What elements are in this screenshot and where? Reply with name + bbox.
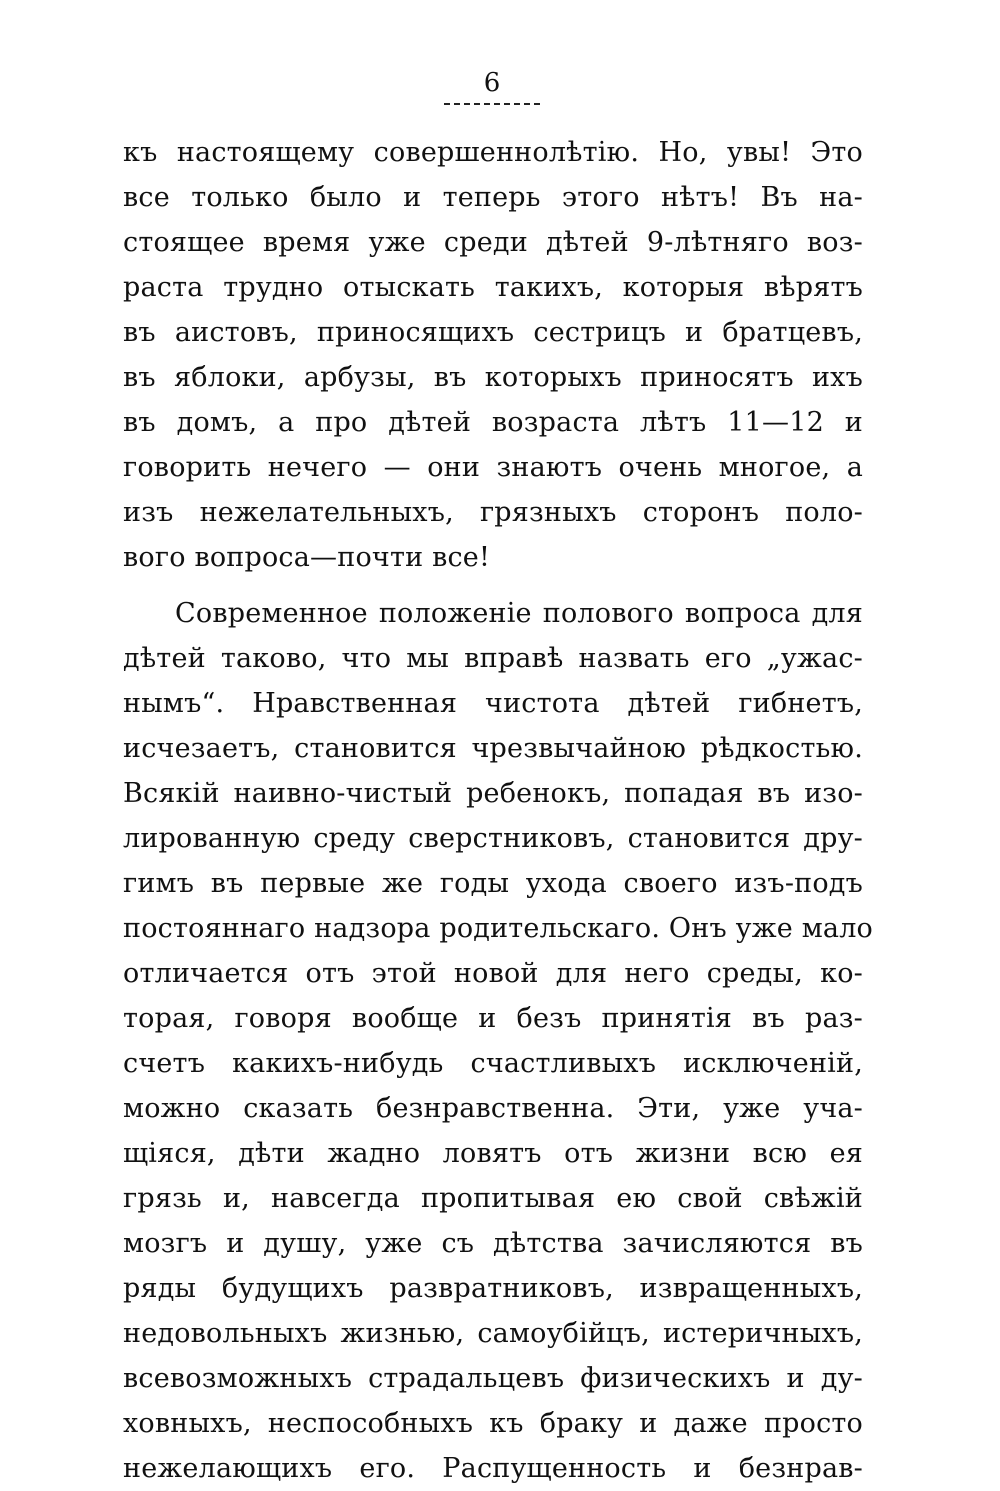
text-line: гимъ въ первые же годы ухода своего изъ-подъ xyxy=(123,868,863,899)
text-line: Всякій наивно-чистый ребенокъ, попадая въ изо- xyxy=(123,778,863,809)
text-line: исчезаетъ, становится чрезвычайною рѣдкостью. xyxy=(123,733,863,764)
text-line: Современное положеніе полового вопроса для xyxy=(175,598,863,629)
text-line: нежелающихъ его. Распущенность и безнрав- xyxy=(123,1453,863,1484)
text-line: щіяся, дѣти жадно ловятъ отъ жизни всю ея xyxy=(123,1138,863,1169)
text-line: вого вопроса—почти все! xyxy=(123,542,491,573)
text-line: нымъ“. Нравственная чистота дѣтей гибнетъ, xyxy=(123,688,863,719)
text-line: все только было и теперь этого нѣтъ! Въ на- xyxy=(123,182,863,213)
text-line: ряды будущихъ развратниковъ, извращенныхъ, xyxy=(123,1273,863,1304)
paragraph-1 xyxy=(123,130,863,580)
text-line: въ домъ, а про дѣтей возраста лѣтъ 11—12 и xyxy=(123,407,863,438)
text-line: недовольныхъ жизнью, самоубійцъ, истеричныхъ, xyxy=(123,1318,863,1349)
page-number: 6 xyxy=(483,68,501,98)
text-line: постояннаго надзора родительскаго. Онъ уже мало xyxy=(123,913,874,944)
text-line: дѣтей таково, что мы вправѣ назвать его „ужас- xyxy=(123,643,863,674)
text-line: можно сказать безнравственна. Эти, уже уча- xyxy=(123,1093,863,1124)
text-line: мозгъ и душу, уже съ дѣтства зачисляются въ xyxy=(123,1228,863,1259)
text-line: говорить нечего — они знаютъ очень многое, а xyxy=(123,452,863,483)
text-line: въ яблоки, арбузы, въ которыхъ приносятъ ихъ xyxy=(123,362,863,393)
body-text xyxy=(123,130,874,1491)
text-line: ховныхъ, неспособныхъ къ браку и даже просто xyxy=(123,1408,863,1439)
text-line: торая, говоря вообще и безъ принятія въ раз- xyxy=(123,1003,863,1034)
text-line: лированную среду сверстниковъ, становится дру- xyxy=(123,823,863,854)
text-line: отличается отъ этой новой для него среды, ко- xyxy=(123,958,863,989)
paragraph-2 xyxy=(123,591,874,1491)
page-number-rule xyxy=(444,103,540,105)
text-line: грязь и, навсегда пропитывая ею свой свѣжій xyxy=(123,1183,863,1214)
text-line: раста трудно отыскать такихъ, которыя вѣрятъ xyxy=(123,272,863,303)
text-line: къ настоящему совершеннолѣтію. Но, увы! Это xyxy=(123,137,863,168)
text-line: счетъ какихъ-нибудь счастливыхъ исключеній, xyxy=(123,1048,863,1079)
text-line: въ аистовъ, приносящихъ сестрицъ и братцевъ, xyxy=(123,317,863,348)
text-line: изъ нежелательныхъ, грязныхъ сторонъ поло- xyxy=(123,497,863,528)
text-line: всевозможныхъ страдальцевъ физическихъ и ду- xyxy=(123,1363,863,1394)
text-line: стоящее время уже среди дѣтей 9-лѣтняго воз- xyxy=(123,227,863,258)
